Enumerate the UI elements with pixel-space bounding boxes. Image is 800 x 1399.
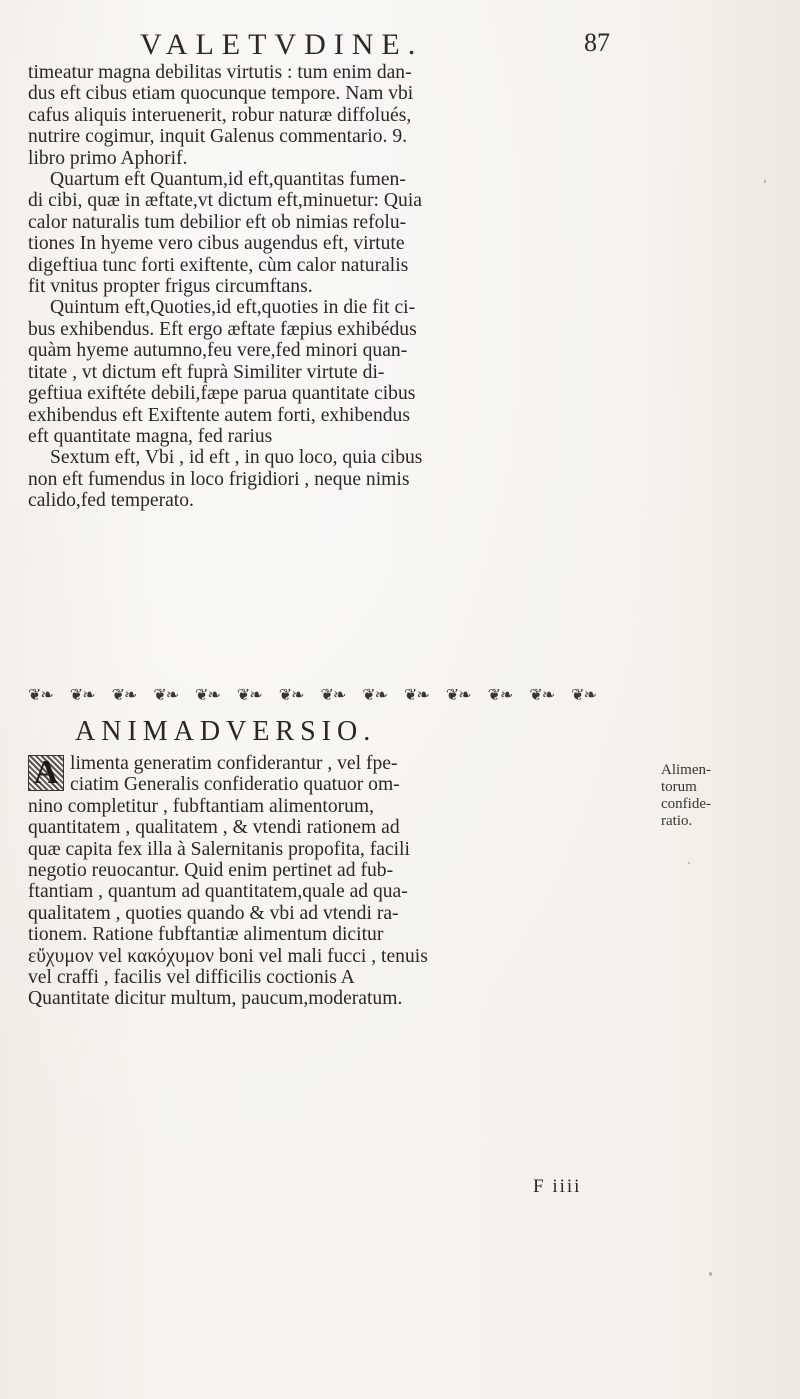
text-line: Quantitate dicitur multum, paucum,moderatum. [28, 988, 403, 1010]
paper-speck [709, 1272, 712, 1276]
marginal-note-line: ratio. [661, 813, 693, 829]
signature-mark: F iiii [533, 1176, 582, 1197]
text-line: eft quantitate magna, fed rarius [28, 425, 273, 447]
paper-speck [764, 180, 766, 183]
text-line: calor naturalis tum debilior eft ob nimias refolu- [28, 211, 407, 233]
page-number: 87 [584, 28, 610, 57]
marginal-note [661, 762, 751, 830]
text-line: digeftiua tunc forti exiftente, cùm calor naturalis [28, 254, 409, 276]
ornament-glyph: ❦❧ [236, 686, 262, 704]
ornament-glyph: ❦❧ [445, 686, 471, 704]
ornament-glyph: ❦❧ [111, 686, 137, 704]
ornament-glyph: ❦❧ [69, 686, 95, 704]
text-line: Quintum eft,Quoties,id eft,quoties in die fit ci- [50, 297, 416, 319]
text-line: ciatim Generalis confideratio quatuor om- [70, 774, 400, 796]
text-line: quantitatem , qualitatem , & vtendi rationem ad [28, 817, 400, 839]
ornament-glyph: ❦❧ [153, 686, 179, 704]
text-line: negotio reuocantur. Quid enim pertinet ad fub- [28, 860, 394, 882]
text-line: calido,fed temperato. [28, 490, 194, 512]
text-line: di cibi, quæ in æftate,vt dictum eft,minuetur: Quia [28, 190, 422, 212]
text-line: geftiua exiftéte debili,fæpe parua quantitate cibus [28, 383, 416, 405]
text-line: Quartum eft Quantum,id eft,quantitas fumen- [50, 169, 406, 191]
ornament-glyph: ❦❧ [320, 686, 346, 704]
ornamental-divider [28, 686, 596, 704]
ornament-glyph: ❦❧ [404, 686, 429, 704]
text-line: timeatur magna debilitas virtutis : tum enim dan- [28, 62, 412, 83]
marginal-note-line: confide- [661, 796, 711, 812]
running-head: VALETVDINE. [140, 28, 424, 61]
text-line: nutrire cogimur, inquit Galenus commentario. 9. [28, 126, 408, 148]
ornament-glyph: ❦❧ [28, 686, 53, 704]
text-line: ftantiam , quantum ad quantitatem,quale ad qua- [28, 881, 408, 903]
animadversio-text-block [28, 753, 613, 1010]
text-line: Sextum eft, Vbi , id eft , in quo loco, quia cibus [50, 447, 423, 469]
text-line: cafus aliquis interuenerit, robur naturæ diffolués, [28, 104, 412, 126]
text-line: tiones In hyeme vero cibus augendus eft, virtute [28, 233, 405, 255]
upper-text-block [28, 62, 613, 512]
text-line: fit vnitus propter frigus circumftans. [28, 276, 313, 298]
text-line: exhibendus eft Exiftente autem forti, exhibendus [28, 404, 410, 426]
paper-speck [688, 862, 690, 864]
text-line: nino completitur , fubftantiam alimentorum, [28, 795, 375, 817]
section-title: ANIMADVERSIO. [75, 716, 377, 747]
text-line: quàm hyeme autumno,feu vere,fed minori quan- [28, 340, 408, 362]
text-line: non eft fumendus in loco frigidiori , neque nimis [28, 468, 410, 490]
text-line: vel craffi , facilis vel difficilis coctionis A [28, 967, 355, 989]
text-line: titate , vt dictum eft fuprà Similiter virtute di- [28, 361, 385, 383]
text-line: qualitatem , quoties quando & vbi ad vtendi ra- [28, 902, 399, 924]
text-line: libro primo Aphorif. [28, 147, 188, 169]
marginal-note-line: Alimen- [661, 762, 711, 778]
ornament-glyph: ❦❧ [362, 686, 388, 704]
ornament-glyph: ❦❧ [487, 686, 513, 704]
text-line: quæ capita fex illa à Salernitanis propofita, facili [28, 838, 410, 860]
ornament-glyph: ❦❧ [195, 686, 220, 704]
decorated-initial: A [28, 755, 64, 791]
ornament-glyph: ❦❧ [571, 686, 596, 704]
text-line: dus eft cibus etiam quocunque tempore. Nam vbi [28, 83, 414, 105]
text-line: limenta generatim confiderantur , vel fpe- [70, 753, 398, 774]
text-line: bus exhibendus. Eft ergo æftate fæpius exhibédus [28, 318, 417, 340]
ornament-glyph: ❦❧ [529, 686, 555, 704]
text-line: tionem. Ratione fubftantiæ alimentum dicitur [28, 924, 384, 946]
marginal-note-line: torum [661, 779, 697, 795]
text-line: εὔχυμον vel κακόχυμον boni vel mali fucci , tenuis [28, 945, 428, 967]
ornament-glyph: ❦❧ [278, 686, 304, 704]
